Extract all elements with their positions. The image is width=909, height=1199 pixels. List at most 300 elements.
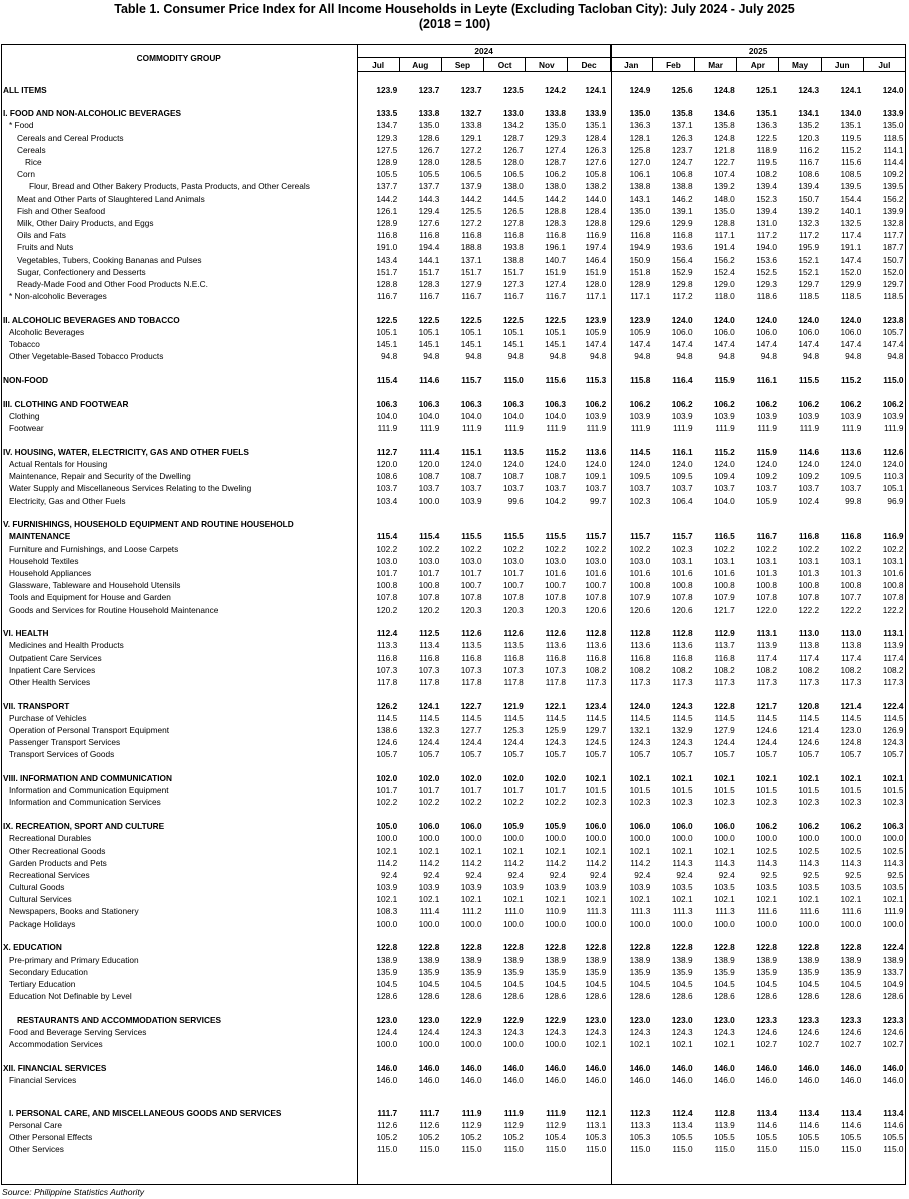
spacer-row: [1, 809, 906, 821]
index-value: 108.2: [798, 664, 820, 675]
table-row: [1, 881, 906, 893]
index-value: 152.0: [840, 266, 862, 277]
table-row: [1, 1074, 906, 1086]
index-value: 107.8: [756, 592, 777, 603]
index-value: 194.9: [629, 242, 651, 253]
index-value: 140.1: [840, 205, 862, 216]
index-value: 106.2: [671, 398, 693, 409]
index-value: 122.8: [585, 942, 607, 953]
index-value: 101.6: [585, 567, 607, 578]
index-value: 103.9: [585, 882, 607, 893]
index-value: 128.9: [376, 157, 398, 168]
index-value: 119.5: [841, 132, 862, 143]
table-row: [1, 736, 906, 748]
index-value: 128.0: [585, 278, 607, 289]
index-value: 116.8: [545, 652, 566, 663]
index-value: 104.0: [376, 410, 398, 421]
index-value: 128.5: [460, 157, 482, 168]
spacer-cell: [1, 930, 906, 942]
index-value: 137.9: [460, 181, 482, 192]
index-value: 128.6: [713, 991, 735, 1002]
index-value: 115.0: [630, 1144, 651, 1155]
index-value: 103.1: [756, 555, 777, 566]
index-value: 103.5: [756, 882, 777, 893]
commodity-name: Operation of Personal Transport Equipment: [9, 725, 170, 736]
index-value: 103.9: [460, 882, 482, 893]
index-value: 115.0: [586, 1144, 607, 1155]
index-value: 115.4: [376, 531, 398, 542]
index-value: 100.0: [798, 918, 820, 929]
index-value: 120.3: [502, 604, 524, 615]
index-value: 122.7: [713, 157, 735, 168]
index-value: 101.6: [713, 567, 735, 578]
commodity-name: Cultural Services: [9, 894, 72, 905]
index-value: 92.5: [760, 869, 777, 880]
commodity-name: XII. FINANCIAL SERVICES: [3, 1062, 107, 1073]
commodity-name: Recreational Durables: [9, 833, 92, 844]
spacer-cell: [1, 616, 906, 628]
index-value: 144.3: [418, 193, 440, 204]
index-value: 101.7: [418, 567, 440, 578]
index-value: 124.4: [376, 1026, 398, 1037]
month-header: Oct: [484, 58, 526, 72]
index-value: 114.5: [798, 712, 820, 723]
index-value: 128.6: [460, 991, 482, 1002]
index-value: 122.4: [882, 942, 904, 953]
index-value: 135.0: [629, 108, 651, 119]
index-value: 111.0: [504, 906, 524, 917]
index-value: 102.2: [502, 543, 524, 554]
index-value: 102.1: [882, 894, 904, 905]
index-value: 103.0: [545, 555, 566, 566]
index-value: 100.7: [502, 580, 524, 591]
index-value: 115.6: [841, 157, 862, 168]
index-value: 105.5: [840, 1132, 862, 1143]
table-row: [1, 857, 906, 869]
index-value: 114.5: [461, 712, 482, 723]
index-value: 112.3: [630, 1107, 651, 1118]
index-value: 137.1: [460, 254, 482, 265]
index-value: 135.8: [713, 120, 735, 131]
index-value: 146.0: [840, 1062, 862, 1073]
index-value: 147.4: [840, 254, 862, 265]
index-value: 111.6: [841, 906, 862, 917]
index-value: 129.7: [585, 725, 607, 736]
index-value: 126.5: [502, 205, 524, 216]
group-row: [1, 1062, 906, 1074]
index-value: 127.8: [502, 217, 524, 228]
index-value: 151.7: [376, 266, 398, 277]
table-row: [1, 278, 906, 290]
index-value: 104.5: [713, 978, 735, 989]
group-row: [1, 627, 906, 639]
index-value: 135.0: [629, 205, 651, 216]
commodity-name: Recreational Services: [9, 869, 90, 880]
index-value: 100.0: [460, 833, 482, 844]
index-value: 94.8: [549, 351, 566, 362]
index-value: 102.3: [585, 797, 607, 808]
index-value: 156.4: [671, 254, 693, 265]
index-value: 138.8: [629, 181, 651, 192]
index-value: 101.7: [376, 567, 398, 578]
index-value: 111.7: [377, 1107, 398, 1118]
index-value: 124.0: [882, 84, 904, 95]
index-value: 114.5: [419, 712, 440, 723]
index-value: 100.0: [713, 833, 735, 844]
index-value: 115.0: [419, 1144, 440, 1155]
index-value: 146.0: [460, 1075, 482, 1086]
index-value: 105.5: [671, 1132, 693, 1143]
index-value: 123.0: [376, 1014, 398, 1025]
index-value: 138.9: [545, 954, 566, 965]
index-value: 117.3: [883, 676, 904, 687]
index-value: 103.5: [840, 882, 862, 893]
index-value: 151.9: [585, 266, 607, 277]
index-value: 122.8: [545, 942, 566, 953]
index-value: 138.9: [585, 954, 607, 965]
index-value: 102.1: [756, 773, 777, 784]
index-value: 105.5: [713, 1132, 735, 1143]
index-value: 188.8: [460, 242, 482, 253]
index-value: 124.6: [798, 1026, 820, 1037]
index-value: 123.0: [713, 1014, 735, 1025]
index-value: 144.2: [460, 193, 482, 204]
index-value: 145.1: [545, 339, 566, 350]
index-value: 111.6: [757, 906, 777, 917]
index-value: 138.9: [460, 954, 482, 965]
index-value: 105.0: [376, 821, 398, 832]
index-value: 103.9: [376, 882, 398, 893]
index-value: 111.9: [461, 1107, 482, 1118]
index-value: [779, 518, 821, 530]
index-value: 122.7: [460, 700, 482, 711]
index-value: 117.1: [630, 291, 651, 302]
index-value: 131.0: [756, 217, 777, 228]
index-value: 102.2: [629, 543, 651, 554]
index-value: 128.3: [418, 278, 440, 289]
index-value: 101.5: [840, 785, 862, 796]
spacer-cell: [1, 688, 906, 700]
commodity-name: Information and Communication Equipment: [9, 785, 169, 796]
index-value: 108.5: [840, 169, 862, 180]
commodity-name: Other Health Services: [9, 676, 91, 687]
table-row: [1, 482, 906, 494]
index-value: 112.6: [377, 1119, 398, 1130]
index-value: 113.5: [461, 640, 482, 651]
index-value: 117.2: [672, 291, 693, 302]
index-value: 117.1: [714, 230, 735, 241]
index-value: 114.2: [419, 857, 440, 868]
commodity-name: Milk, Other Dairy Products, and Eggs: [17, 217, 154, 228]
spacer-cell: [1, 302, 906, 314]
commodity-name: MAINTENANCE: [9, 531, 71, 542]
index-value: 101.5: [713, 785, 735, 796]
index-value: 103.0: [418, 555, 440, 566]
index-value: 121.4: [840, 700, 862, 711]
commodity-name: Meat and Other Parts of Slaughtered Land Animals: [17, 193, 205, 204]
index-value: 124.3: [629, 737, 651, 748]
index-value: 145.1: [418, 339, 440, 350]
table-row: [1, 350, 906, 362]
group-row: [1, 1107, 906, 1119]
index-value: 114.6: [883, 1119, 904, 1130]
index-value: 102.0: [502, 773, 524, 784]
index-value: 146.0: [545, 1075, 566, 1086]
index-value: 133.8: [460, 120, 482, 131]
index-value: 102.2: [585, 543, 607, 554]
index-value: 128.6: [376, 991, 398, 1002]
index-value: 128.8: [376, 278, 398, 289]
index-value: 100.7: [545, 580, 566, 591]
table-row: [1, 844, 906, 856]
index-value: 106.3: [418, 398, 440, 409]
index-value: 123.0: [585, 1014, 607, 1025]
index-value: 94.8: [802, 351, 820, 362]
index-value: 101.6: [545, 567, 566, 578]
commodity-name: Cultural Goods: [9, 882, 65, 893]
index-value: 100.0: [756, 918, 777, 929]
index-value: 104.5: [798, 978, 820, 989]
index-value: 118.6: [756, 291, 777, 302]
index-value: 156.2: [882, 193, 904, 204]
index-value: 111.9: [546, 1107, 566, 1118]
index-value: 100.0: [671, 918, 693, 929]
spacer-cell: [1, 1098, 906, 1107]
spacer-row: [1, 386, 906, 398]
index-value: 133.5: [376, 108, 398, 119]
index-value: 122.1: [545, 700, 566, 711]
index-value: 102.2: [756, 543, 777, 554]
index-value: 99.8: [845, 495, 862, 506]
index-value: 101.5: [629, 785, 651, 796]
index-value: [441, 518, 483, 530]
index-value: 116.8: [586, 652, 607, 663]
index-value: 94.8: [381, 351, 398, 362]
table-row: [1, 132, 906, 144]
index-value: 125.1: [756, 84, 777, 95]
index-value: 138.0: [545, 181, 566, 192]
index-value: 106.0: [418, 821, 440, 832]
index-value: 117.3: [798, 676, 820, 687]
index-value: 124.0: [671, 314, 693, 325]
index-value: 92.4: [718, 869, 735, 880]
index-value: 103.1: [671, 555, 693, 566]
index-value: 126.3: [671, 132, 693, 143]
index-value: 102.1: [376, 845, 398, 856]
index-value: 128.6: [418, 132, 440, 143]
index-value: 116.1: [672, 446, 693, 457]
index-value: 147.4: [629, 339, 651, 350]
index-value: 196.1: [545, 242, 566, 253]
index-value: 103.1: [798, 555, 820, 566]
index-value: 105.9: [629, 326, 651, 337]
index-value: 105.1: [545, 326, 566, 337]
commodity-name: Footwear: [9, 423, 44, 434]
index-value: 138.9: [713, 954, 735, 965]
index-value: 94.8: [845, 351, 862, 362]
index-value: 116.8: [377, 652, 398, 663]
table-row: [1, 676, 906, 688]
spacer-row: [1, 434, 906, 446]
index-value: 120.3: [798, 132, 820, 143]
index-value: 100.0: [882, 918, 904, 929]
index-value: 115.1: [461, 446, 482, 457]
index-value: 115.5: [545, 531, 566, 542]
spacer-cell: [1, 386, 906, 398]
index-value: 122.4: [882, 700, 904, 711]
index-value: 100.0: [418, 833, 440, 844]
commodity-group-header: COMMODITY GROUP: [1, 44, 357, 72]
index-value: 111.6: [799, 906, 820, 917]
index-value: 113.9: [756, 640, 777, 651]
index-value: 124.0: [629, 700, 651, 711]
month-header: Feb: [652, 58, 694, 72]
commodity-name: ALL ITEMS: [3, 84, 47, 95]
index-value: 92.5: [802, 869, 820, 880]
index-value: 197.4: [585, 242, 607, 253]
spacer-cell: [1, 1002, 906, 1014]
index-value: 122.5: [545, 314, 566, 325]
index-value: 120.0: [418, 458, 440, 469]
index-value: 100.0: [585, 918, 607, 929]
table-row: [1, 156, 906, 168]
commodity-name: VI. HEALTH: [3, 628, 49, 639]
index-value: 118.9: [756, 144, 777, 155]
index-value: 114.5: [503, 712, 524, 723]
index-value: 151.8: [629, 266, 651, 277]
index-value: [821, 518, 863, 530]
index-value: 105.4: [545, 1132, 566, 1143]
index-value: 111.2: [462, 906, 482, 917]
index-value: 103.9: [713, 410, 735, 421]
index-value: 128.0: [502, 157, 524, 168]
index-value: 128.6: [882, 991, 904, 1002]
index-value: 100.0: [840, 833, 862, 844]
group-row: [1, 446, 906, 458]
index-value: 135.9: [502, 966, 524, 977]
index-value: 122.8: [418, 942, 440, 953]
index-value: 107.8: [798, 592, 820, 603]
index-value: 107.8: [376, 592, 398, 603]
table-row: [1, 664, 906, 676]
index-value: 118.5: [798, 291, 820, 302]
index-value: 115.5: [503, 531, 524, 542]
index-value: 111.9: [630, 423, 651, 434]
index-value: 126.7: [418, 144, 440, 155]
index-value: 111.3: [673, 906, 693, 917]
table-row: [1, 579, 906, 591]
index-value: 112.6: [503, 628, 524, 639]
index-value: 124.0: [713, 314, 735, 325]
index-value: 124.0: [798, 458, 820, 469]
index-value: 127.9: [460, 278, 482, 289]
index-value: 102.0: [545, 773, 566, 784]
month-header: Jun: [821, 58, 863, 72]
index-value: 113.0: [841, 628, 862, 639]
index-value: 105.5: [376, 169, 398, 180]
spacer-cell: [1, 761, 906, 773]
index-value: 114.3: [756, 857, 777, 868]
index-value: 103.5: [882, 882, 904, 893]
index-value: 146.0: [460, 1062, 482, 1073]
index-value: 116.2: [798, 144, 820, 155]
index-value: 101.6: [629, 567, 651, 578]
index-value: 128.7: [545, 157, 566, 168]
index-value: 128.3: [545, 217, 566, 228]
index-value: 92.5: [887, 869, 904, 880]
index-value: 100.8: [882, 580, 904, 591]
index-value: 103.9: [756, 410, 777, 421]
index-value: 103.9: [502, 882, 524, 893]
index-value: 116.8: [714, 652, 735, 663]
index-value: 102.1: [585, 845, 607, 856]
index-value: 103.7: [376, 483, 398, 494]
index-value: 124.0: [545, 458, 566, 469]
index-value: 106.0: [671, 821, 693, 832]
index-value: 102.1: [713, 1039, 735, 1050]
index-value: 100.7: [460, 580, 482, 591]
index-value: 106.0: [629, 821, 651, 832]
index-value: 123.5: [502, 84, 524, 95]
index-value: 134.1: [798, 108, 820, 119]
index-value: 143.4: [376, 254, 398, 265]
index-value: 106.0: [756, 326, 777, 337]
index-value: 193.8: [502, 242, 524, 253]
index-value: 100.8: [756, 580, 777, 591]
index-value: 106.2: [545, 169, 566, 180]
commodity-name: Maintenance, Repair and Security of the Dwelling: [9, 471, 191, 482]
commodity-name: Sugar, Confectionery and Desserts: [17, 266, 146, 277]
index-value: 102.1: [840, 894, 862, 905]
index-value: 132.7: [460, 108, 482, 119]
index-value: 116.8: [798, 531, 820, 542]
spacer-row: [1, 507, 906, 519]
index-value: 100.8: [418, 580, 440, 591]
index-value: 100.0: [460, 918, 482, 929]
index-value: 115.0: [545, 1144, 566, 1155]
table-row: [1, 229, 906, 241]
index-value: 100.0: [545, 1039, 566, 1050]
index-value: 108.2: [585, 664, 607, 675]
index-value: 127.2: [460, 144, 482, 155]
index-value: 117.8: [503, 676, 524, 687]
index-value: 150.7: [882, 254, 904, 265]
index-value: 117.4: [756, 652, 777, 663]
index-value: 111.9: [715, 423, 735, 434]
index-value: 103.9: [671, 410, 693, 421]
table-header: [1, 44, 906, 72]
index-value: 138.9: [798, 954, 820, 965]
group-row: [1, 84, 906, 96]
index-value: 129.4: [418, 205, 440, 216]
index-value: 121.8: [713, 144, 735, 155]
commodity-name: Other Recreational Goods: [9, 845, 106, 856]
column-divider-group: [357, 44, 358, 1185]
commodity-name: Oils and Fats: [17, 230, 66, 241]
index-value: 105.3: [585, 1132, 607, 1143]
index-value: 135.0: [418, 120, 440, 131]
index-value: 151.7: [418, 266, 440, 277]
index-value: 117.3: [672, 676, 693, 687]
index-value: 104.5: [756, 978, 777, 989]
index-value: 116.1: [756, 375, 777, 386]
index-value: 124.6: [882, 1026, 904, 1037]
index-value: 135.2: [798, 120, 820, 131]
table-row: [1, 410, 906, 422]
index-value: 139.4: [756, 205, 777, 216]
group-row: [1, 314, 906, 326]
index-value: 111.7: [419, 1107, 440, 1118]
